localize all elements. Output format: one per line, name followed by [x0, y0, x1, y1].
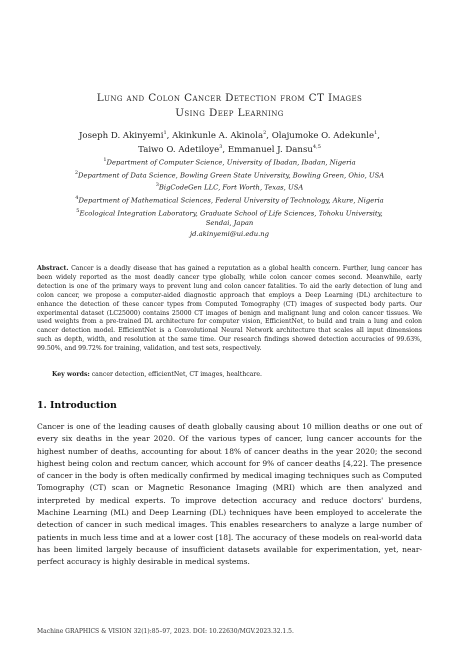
author-name: Joseph D. Akinyemi: [78, 130, 164, 141]
affiliation: Sendai, Japan: [205, 219, 254, 228]
author-name: Olajumoke O. Adekunle: [271, 130, 375, 141]
affiliation: $^5$Ecological Integration Laboratory, Graduate School of Life Sciences, Tohoku University,: [76, 207, 383, 217]
author-line-1: Joseph D. Akinyemi$^1$, Akinkunle A. Akinola$^2$, Olajumoke O. Adekunle$^1$,: [78, 130, 381, 141]
affiliation: $^4$Department of Mathematical Sciences, Federal University of Technology, Akure, Nigeria: [75, 195, 384, 205]
keywords: [52, 370, 422, 379]
author-line-2: Taiwo O. Adetiloye$^3$, Emmanuel J. Dansu$^{4,5}$: [138, 143, 321, 155]
title-line-2: Using Deep Learning: [175, 107, 284, 119]
introduction-paragraph: Cancer is one of the leading causes of death globally causing about 10 million deaths or one out of every six deaths in the year 2020. Of the various types of cancer, lung cancer accounts for the highest number of deaths, accounting for about 18% of cancer deaths in the year 2020; the second highest being colon and rectum cancer, which account for 9% of cancer deaths [4,22]. The presence of cancer in the body is often medically confirmed by medical imaging techniques such as Computed Tomography (CT) scan or Magnetic Resonance Imaging (MRI) which are then analyzed and interpreted by medical experts. To improve detection accuracy and reduce doctors' burdens, Machine Learning (ML) and Deep Learning (DL) techniques have been employed to accelerate the detection of cancer in such medical images. This enables researchers to analyze a large number of patients in much less time and at a lower cost [18]. The accuracy of these models on real-world data has been limited largely because of insufficient datasets available for experimentation, yet, near-perfect accuracy is highly desirable in medical systems.: [37, 422, 422, 567]
keywords-label: Key words:: [52, 371, 90, 378]
contact-email[interactable]: jd.akinyemi@ui.edu.ng: [190, 229, 269, 238]
affiliation: $^2$Department of Data Science, Bowling Green State University, Bowling Green, Ohio, USA: [74, 169, 385, 179]
affiliation-list: [37, 155, 422, 239]
abstract-text: Cancer is a deadly disease that has gained a reputation as a global health concern. Further, lung cancer has been widely reported as the most deadly cancer type globally, while colon cancer comes second. Meanwhile, early detection is one of the primary ways to prevent lung and colon cancer fatalities. To aid the early detection of lung and colon cancer, we propose a computer-aided diagnostic approach that employs a Deep Learning (DL) architecture to enhance the detection of these cancer types from Computed Tomography (CT) images of suspected body parts. Our experimental dataset (LC25000) contains 25000 CT images of benign and malignant lung and colon cancer tissues. We used weights from a pre-trained DL architecture for computer vision, EfficientNet, to build and train a lung and colon cancer detection model. EfficientNet is a Convolutional Neural Network architecture that scales all input dimensions such as depth, width, and resolution at the same time. Our research findings showed detection accuracies of 99.63%, 99.50%, and 99.72% for training, validation, and test sets, respectively.: [37, 265, 422, 353]
abstract: [37, 265, 422, 354]
keywords-text: cancer detection, efficientNet, CT images, healthcare.: [91, 371, 262, 378]
author-name: Emmanuel J. Dansu: [227, 144, 313, 155]
title-line-1: Lung and Colon Cancer Detection from CT Images: [96, 92, 363, 104]
author-list: [37, 128, 422, 156]
journal-footer: Machine GRAPHICS & VISION 32(1):85–97, 2023. DOI: 10.22630/MGV.2023.32.1.5.: [37, 628, 294, 635]
section-heading-introduction: 1. Introduction: [37, 400, 117, 411]
paper-title: [37, 91, 422, 121]
author-name: Akinkunle A. Akinola: [172, 130, 264, 141]
affiliation: $^1$Department of Computer Science, University of Ibadan, Ibadan, Nigeria: [103, 157, 356, 167]
affiliation: $^3$BigCodeGen LLC, Fort Worth, Texas, USA: [155, 182, 304, 192]
author-name: Taiwo O. Adetiloye: [138, 144, 220, 155]
abstract-label: Abstract.: [37, 265, 69, 272]
